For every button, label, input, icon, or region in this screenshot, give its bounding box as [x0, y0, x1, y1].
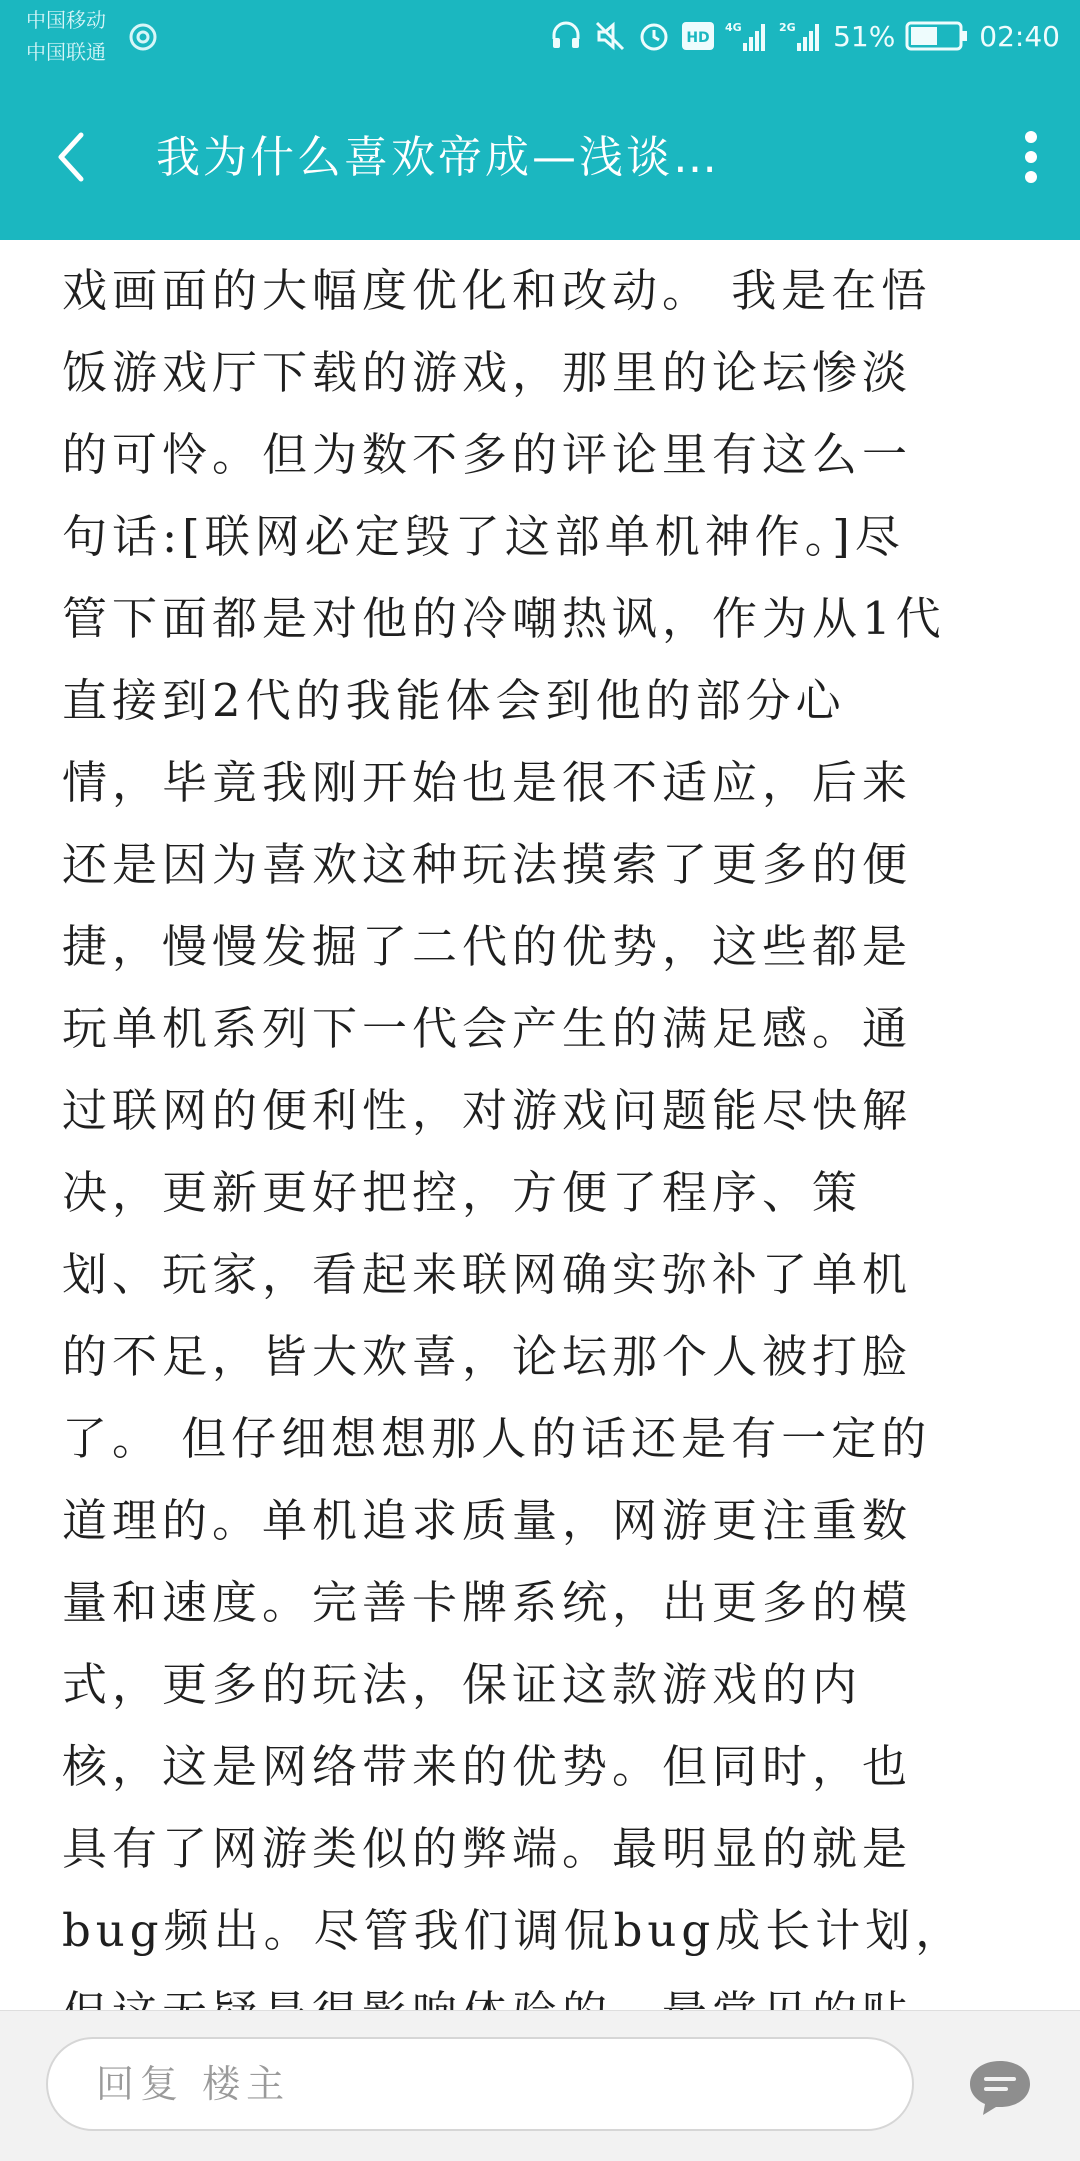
article-line: 还是因为喜欢这种玩法摸索了更多的便 [62, 838, 913, 891]
hd-icon [681, 21, 715, 51]
article-body [0, 240, 1080, 2010]
svg-text:4G: 4G [725, 21, 742, 34]
carrier-label-1: 中国移动 [26, 8, 106, 32]
article-line: 道理的。单机追求质量，网游更注重数 [62, 1494, 913, 1547]
article-line: 划、玩家，看起来联网确实弥补了单机 [62, 1248, 913, 1301]
article-line: bug频出。尽管我们调侃bug成长计划， [62, 1904, 966, 1957]
article-line: 过联网的便利性，对游戏问题能尽快解 [62, 1084, 913, 1137]
clock: 02:40 [979, 19, 1060, 53]
status-icons [549, 0, 1060, 72]
article-line: 核，这是网络带来的优势。但同时，也 [62, 1740, 913, 1793]
reply-input[interactable]: 回复 楼主 [46, 2037, 914, 2131]
app-bar [0, 72, 1080, 240]
page-title: 我为什么喜欢帝成—浅谈… [156, 132, 720, 183]
article-line: 管下面都是对他的冷嘲热讽，作为从1代 [62, 592, 946, 645]
svg-text:2G: 2G [779, 21, 796, 34]
reply-bar [0, 2010, 1080, 2161]
back-button[interactable] [36, 122, 106, 192]
article-line: 捷，慢慢发掘了二代的优势，这些都是 [62, 920, 913, 973]
article-line: 饭游戏厅下载的游戏，那里的论坛惨淡 [62, 346, 913, 399]
article-line: 戏画面的大幅度优化和改动。 我是在悟 [62, 264, 932, 317]
article-line: 的可怜。但为数不多的评论里有这么一 [62, 428, 913, 481]
signal-4g-icon [725, 19, 769, 53]
carrier-label-2: 中国联通 [26, 40, 106, 64]
battery-percent: 51% [833, 19, 896, 53]
article-line: 量和速度。完善卡牌系统，出更多的模 [62, 1576, 913, 1629]
back-arrow-icon [51, 129, 91, 185]
article-line: 直接到2代的我能体会到他的部分心 [62, 674, 846, 727]
article-line: 式，更多的玩法，保证这款游戏的内 [62, 1658, 863, 1711]
article-line: 情，毕竟我刚开始也是很不适应，后来 [62, 756, 913, 809]
carrier-swirl-icon [126, 20, 160, 54]
more-options-button[interactable] [1006, 120, 1056, 194]
comment-bubble-icon[interactable] [966, 2057, 1034, 2119]
article-line: 玩单机系列下一代会产生的满足感。通 [62, 1002, 913, 1055]
article-text [62, 250, 1024, 2054]
article-line: 句话:[联网必定毁了这部单机神作。]尽 [62, 510, 905, 563]
alarm-icon [637, 19, 671, 53]
article-line: 了。 但仔细想想那人的话还是有一定的 [62, 1412, 932, 1465]
mute-icon [593, 19, 627, 53]
svg-text:HD: HD [686, 30, 710, 46]
article-line: 决，更新更好把控，方便了程序、策 [62, 1166, 863, 1219]
article-line: 具有了网游类似的弊端。最明显的就是 [62, 1822, 913, 1875]
signal-2g-icon [779, 19, 823, 53]
battery-icon [905, 21, 969, 51]
more-vertical-icon [1023, 129, 1039, 185]
status-bar [0, 0, 1080, 72]
article-line: 的不足，皆大欢喜，论坛那个人被打脸 [62, 1330, 913, 1383]
headset-icon [549, 19, 583, 53]
